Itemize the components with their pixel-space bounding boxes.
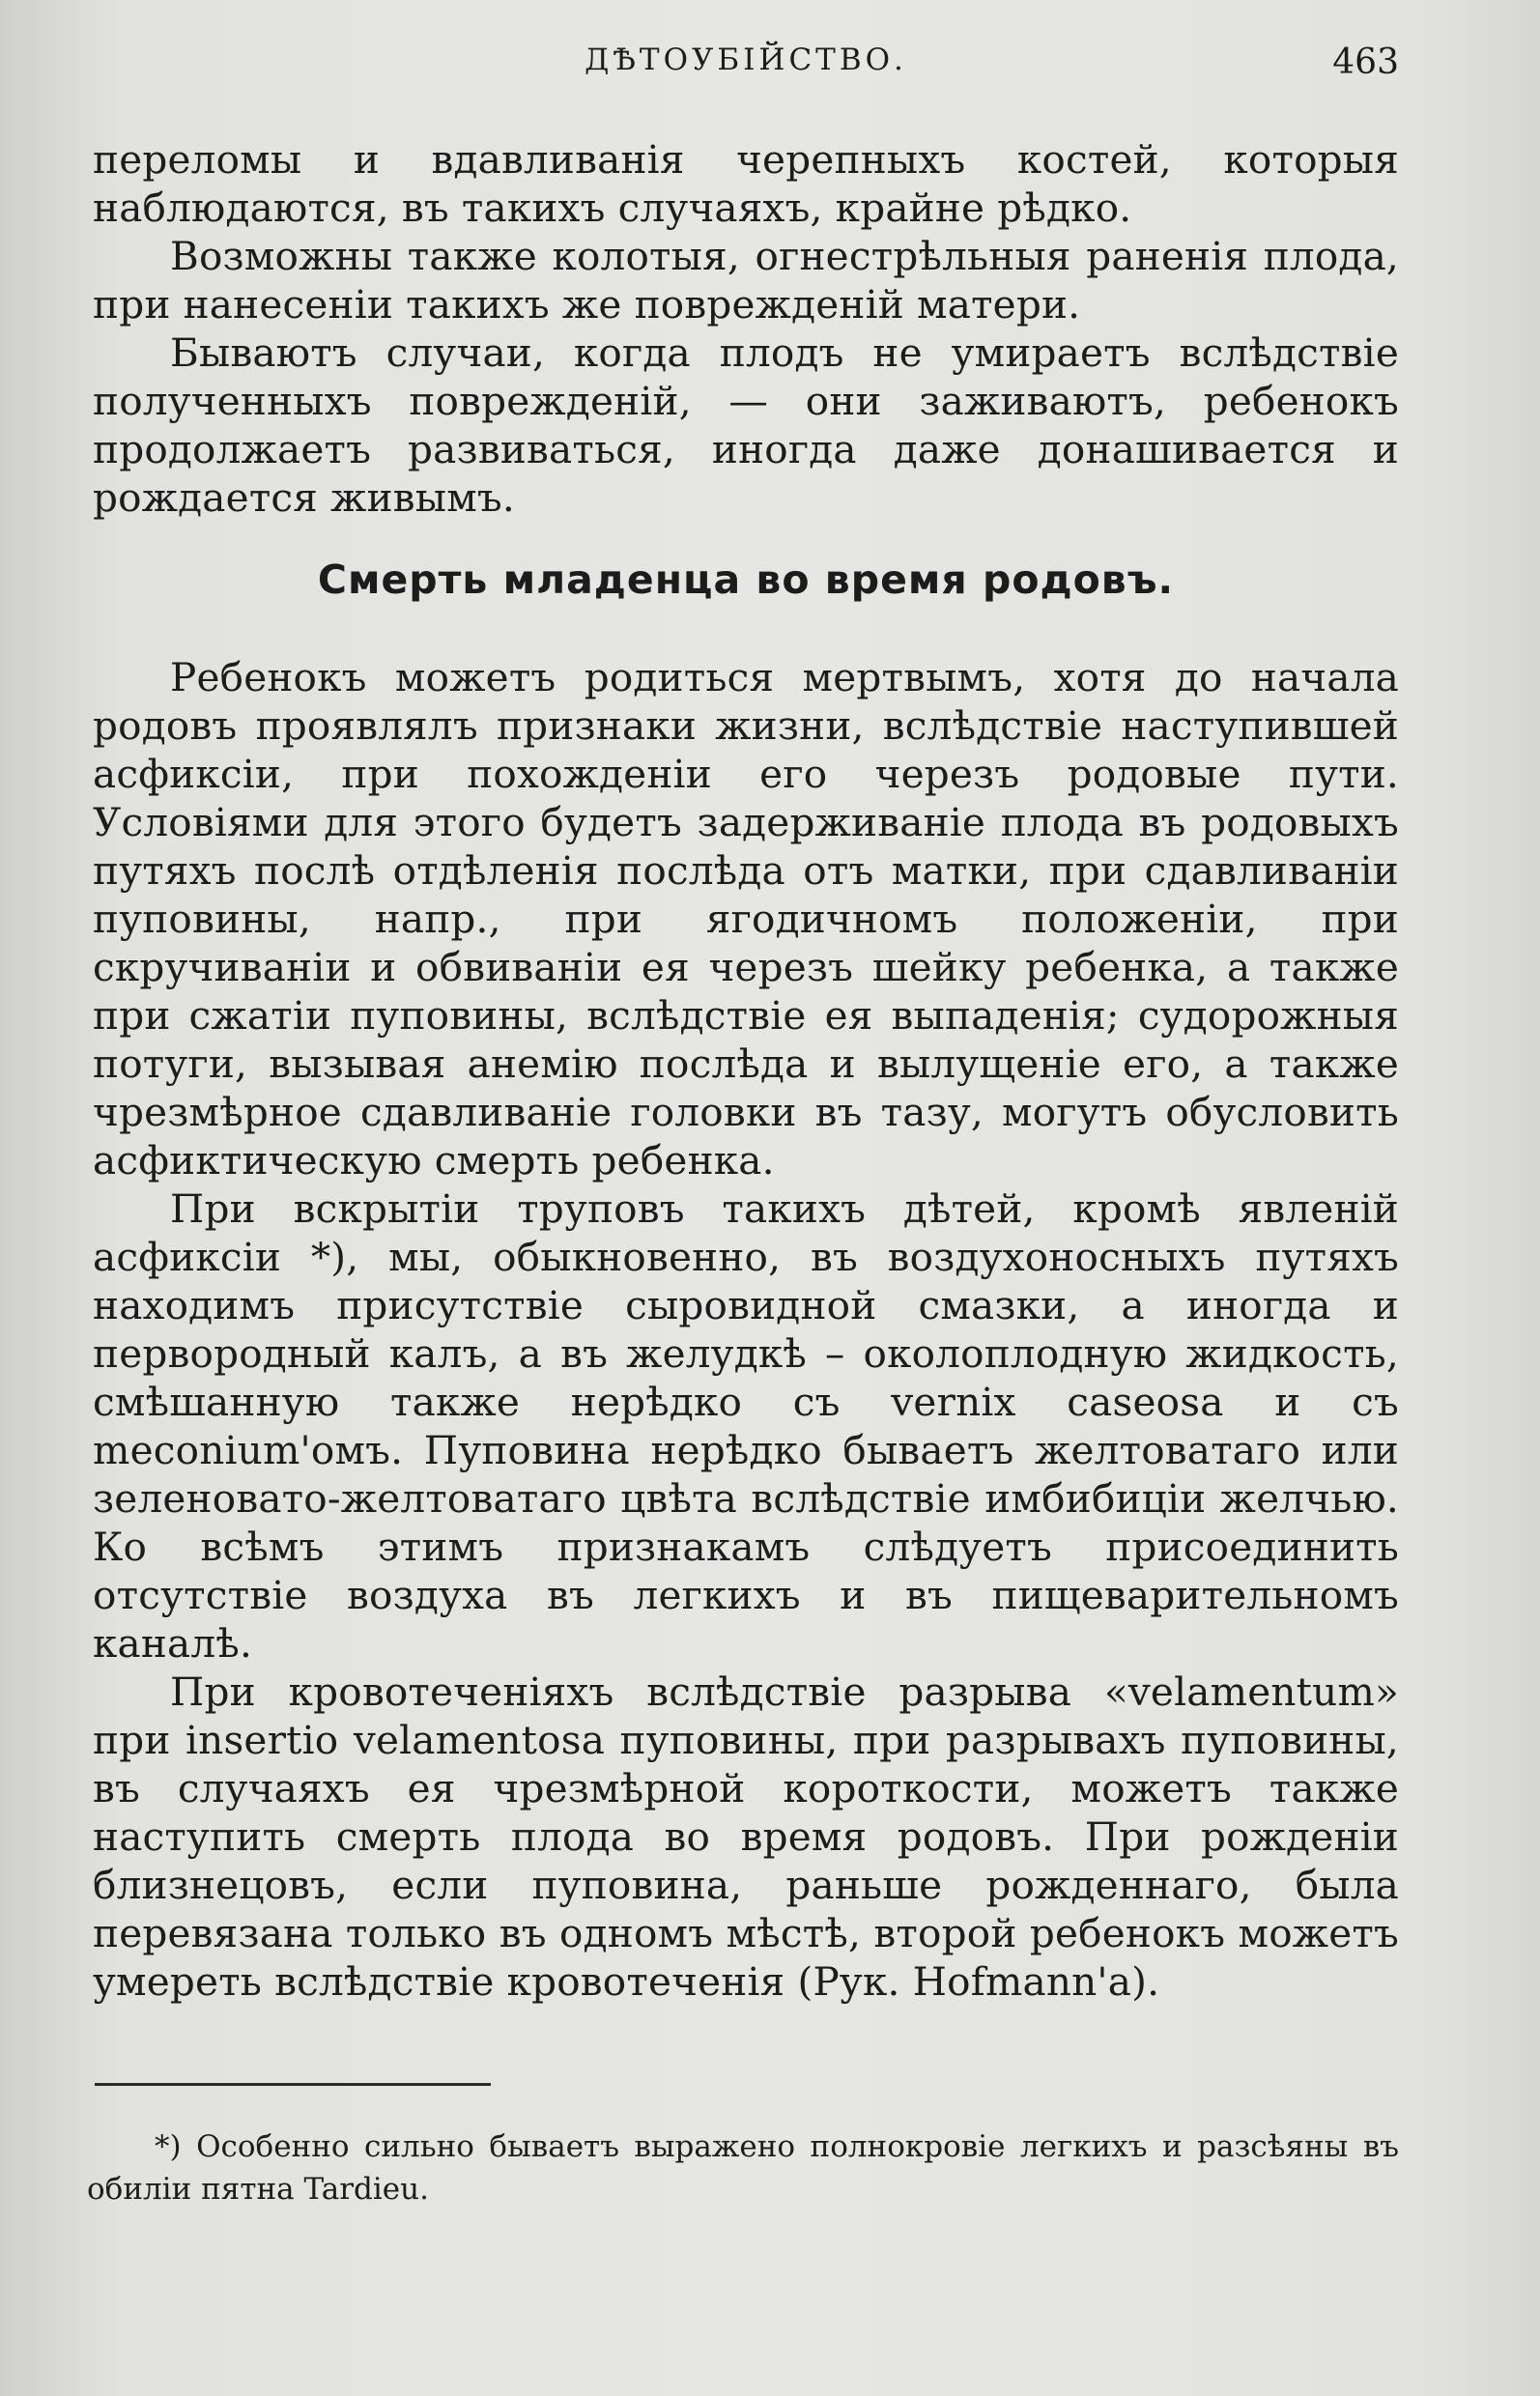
- paragraph: При кровотеченіяхъ вслѣдствіе разрыва «velamentum» при insertio velamentosa пуповины, при разрывахъ пуповины, въ случаяхъ ея чрезмѣрной короткости, можетъ также наступить смерть плода во время родовъ. При рожденіи близнецовъ, если пуповина, раньше рожденнаго, была перевязана только въ одномъ мѣстѣ, второй ребенокъ можетъ умереть вслѣдствіе кровотеченія (Рук. Hofmann'a).: [93, 1669, 1399, 2005]
- page-header: [93, 43, 1399, 91]
- footnote-divider: [95, 2083, 491, 2086]
- paragraph: Ребенокъ можетъ родиться мертвымъ, хотя до начала родовъ проявлялъ признаки жизни, вслѣдствіе наступившей асфиксіи, при похожденіи его черезъ родовые пути. Условіями для этого будетъ задерживаніе плода въ родовыхъ путяхъ послѣ отдѣленія послѣда отъ матки, при сдавливаніи пуповины, напр., при ягодичномъ положеніи, при скручиваніи и обвиваніи ея черезъ шейку ребенка, а также при сжатіи пуповины, вслѣдствіе ея выпаденія; судорожныя потуги, вызывая анемію послѣда и вылущеніе его, а также чрезмѣрное сдавливаніе головки въ тазу, могутъ обусловить асфиктическую смерть ребенка.: [93, 654, 1399, 1184]
- paragraph: переломы и вдавливанія черепныхъ костей, которыя наблюдаются, въ такихъ случаяхъ, крайне рѣдко.: [93, 136, 1399, 231]
- footnote-text: *) Особенно сильно бываетъ выражено полнокровіе легкихъ и разсѣяны въ обиліи пятна Tardieu.: [87, 2129, 1399, 2207]
- page-number: 463: [1332, 43, 1399, 82]
- section-body: [93, 653, 1399, 2006]
- opening-text: [93, 135, 1399, 522]
- footnote: [87, 2125, 1399, 2211]
- running-title: ДѢТОУБІЙСТВО.: [585, 43, 907, 77]
- paragraph: При вскрытіи труповъ такихъ дѣтей, кромѣ явленій асфиксіи *), мы, обыкновенно, въ воздухоносныхъ путяхъ находимъ присутствіе сыровидной смазки, а иногда и первородный калъ, а въ желудкѣ – околоплодную жидкость, смѣшанную также нерѣдко съ vernix caseosa и съ meconium'омъ. Пуповина нерѣдко бываетъ желтоватаго или зеленовато-желтоватаго цвѣта вслѣдствіе имбибиціи желчью. Ко всѣмъ этимъ признакамъ слѣдуетъ присоединить отсутствіе воздуха въ легкихъ и въ пищеварительномъ каналѣ.: [93, 1185, 1399, 1667]
- paragraph: Бываютъ случаи, когда плодъ не умираетъ вслѣдствіе полученныхъ поврежденій, — они заживаютъ, ребенокъ продолжаетъ развиваться, иногда даже донашивается и рождается живымъ.: [93, 329, 1399, 521]
- paragraph: Возможны также колотыя, огнестрѣльныя раненія плода, при нанесеніи такихъ же поврежденій матери.: [93, 233, 1399, 328]
- section-heading: Смерть младенца во время родовъ.: [317, 556, 1175, 603]
